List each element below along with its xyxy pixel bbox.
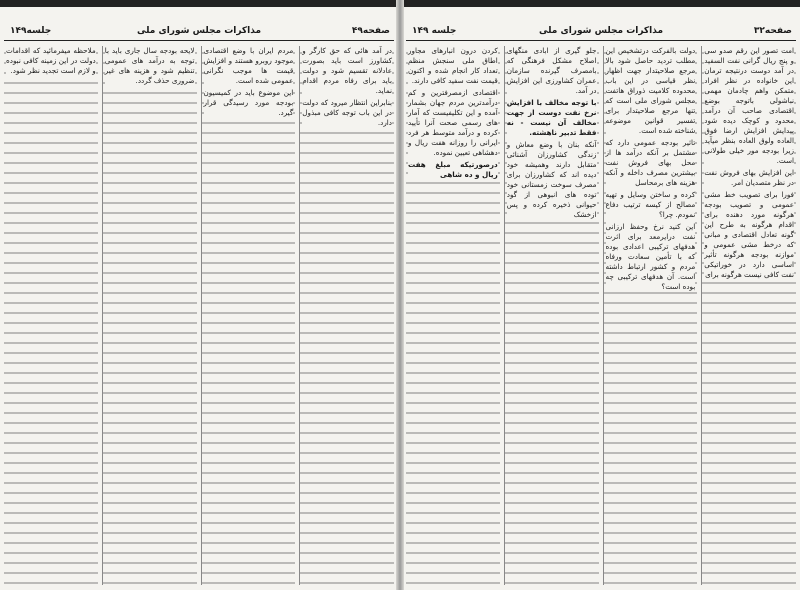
paragraph: این کنید نرخ وحفظ ارزانی نفت درایرمعد برای اثرت هدفهای ترکیبی اعدادی بوده که با تأمین سعادت ورفاه مردم و کشور ارتباط داشته است. آن هدفهای ترکیبی چه بوده است؟ bbox=[605, 222, 696, 291]
text-column bbox=[201, 46, 296, 585]
paragraph: دولت بالفرکت درتشخیص این مطلب ترديد حاصل شود بالا مرجع صلاحیتدار جهت اظهار نظر قیاسی در این باب محدوده کلامیت ذوراق هاتفت مجلس شورای ملی است که تنها مرجع صلاحیتدار برای تفسیر قوانین موضوعه شناخته شده است. bbox=[605, 46, 696, 135]
paragraph: بنابراین انتظار میرود که دولت در این باب توجه کافی مبذول دارد. bbox=[302, 98, 392, 127]
paragraph: در آمد هائی که حق کارگر و کشاورز است باید بصورت عادلانه تقسیم شود و دولت باید برای رفاه مردم اقدام نماید. bbox=[302, 46, 392, 95]
paragraph: امت تصور این رقم صدو سی و پنج ریال گرانی نفت السفید در آمد دوست درنتیجه ترمان این خانواده در نظر افراد متمکن واهم چادمان مهمی نباشولی باتوجه بوضع اقتصادی صاحب آن درآمد محدود و کوچک دیده شود پیدایش افزایش ارضا فوق العاده ولوق العاده بنظر میآید زیرا بودجه مور خیلی طولانی است. bbox=[704, 46, 794, 165]
paragraph: اقتصادی ازمصرفترین و کم درآمدترین مردم جهان بشمار آمده و این تکلیفیست که آمار های رسمی صحت آنرا تأیید کرده و درآمد متوسط هر فرد ایرانی را روزانه هفت ریال و دهشاهی تعیین نموده. bbox=[408, 88, 498, 157]
running-title: مذاکرات مجلس شورای ملی bbox=[136, 26, 262, 36]
text-column bbox=[299, 46, 394, 585]
paragraph: ملاحظه میفرمائید که اقدامات دولت در این زمینه کافی نبوده و لازم است تجدید نظر شود. bbox=[6, 46, 96, 75]
paragraph: این افزایش بهای فروش نفت در نظر متصدیان امر. bbox=[704, 168, 794, 187]
page-header bbox=[4, 24, 394, 41]
paragraph: کردن درون انبارهای مجاور اطاق ملی سنجش منظم تعداد کار انجام شده و اکنون قیمت نفت سفید کافی دارند. bbox=[408, 46, 498, 85]
text-column bbox=[701, 46, 796, 585]
page-number: صفحه۳۲ bbox=[753, 26, 792, 36]
paragraph: جلو گیری از ابادی منگهای اصلاح مشکل فرهنگی که بامصرف گیرنده سازمان عمران کشاورزی این افزایش در آمد. bbox=[506, 46, 597, 95]
paragraph: آنکه بنان با وضع معاش و زندگی کشاورزان آشنائی متقابل دارند وهمیشه خود دیده اند که کشاورزان برای مصرف سوخت زمستانی خود توده های انبوهی از گود حیوانی ذخیره کرده و پس ازخشک bbox=[506, 140, 597, 219]
left-page bbox=[4, 10, 394, 585]
session-number: جلسه۱۴۹ bbox=[10, 26, 52, 36]
session-number: جلسه ۱۴۹ bbox=[412, 26, 457, 36]
paragraph: فورا برای تصویب خط مشی عمومی و تصویب بودجه هرگونه مورد دهنده برای اقدام هرگونه به طرح این گونه تعادل اقتصادی و مبانی که درخط مشی عمومی و موازنه بودجه هرگونه تأثیر اساسی دارد در خوراتیکی نفت کافی نیست هرگونه برای bbox=[704, 190, 794, 279]
paragraph: لایحه بودجه سال جاری باید با توجه به درآمد های عمومی تنظیم شود و هزینه های غیر ضروری حذف گردد. bbox=[104, 46, 195, 85]
paragraph: این موضوع باید در کمیسیون بودجه مورد رسیدگی قرار گیرد. bbox=[203, 88, 294, 117]
text-columns bbox=[4, 46, 394, 585]
book-spine bbox=[396, 0, 404, 590]
text-column bbox=[504, 46, 599, 585]
paragraph: درصورتیکه مبلغ هفت ریال و ده شاهی bbox=[408, 160, 498, 179]
paragraph: کرده و ساختن وسایل و تهیه مصالح از کیسه ترتیب دفاع نمودم. چرا؟ bbox=[605, 190, 696, 219]
page-number: صفحه۴۹ bbox=[351, 26, 390, 36]
text-column bbox=[603, 46, 698, 585]
text-column bbox=[102, 46, 197, 585]
running-title: مذاکرات مجلس شورای ملی bbox=[538, 26, 664, 36]
paragraph: مردم ایران با وضع اقتصادی موجود روبرو هستند و افزایش قیمت ها موجب نگرانی عمومی شده است. bbox=[203, 46, 294, 85]
text-column bbox=[406, 46, 500, 585]
right-page bbox=[406, 10, 796, 585]
text-column bbox=[4, 46, 98, 585]
paragraph: تاثیر بودجه عمومی دارد که مشتمل بر آنکه درآمد ها از محل بهای فروش نفت بیشترین مصرف داخله و آنکه هزینه های برمحاسل bbox=[605, 138, 696, 187]
paragraph: با توجه مخالف با افزایش نرخ نفت دوست از جهت مخالف آن نیست - نه فقط تدبیر ناهشته. bbox=[506, 98, 597, 137]
page-header bbox=[406, 24, 796, 41]
text-columns bbox=[406, 46, 796, 585]
